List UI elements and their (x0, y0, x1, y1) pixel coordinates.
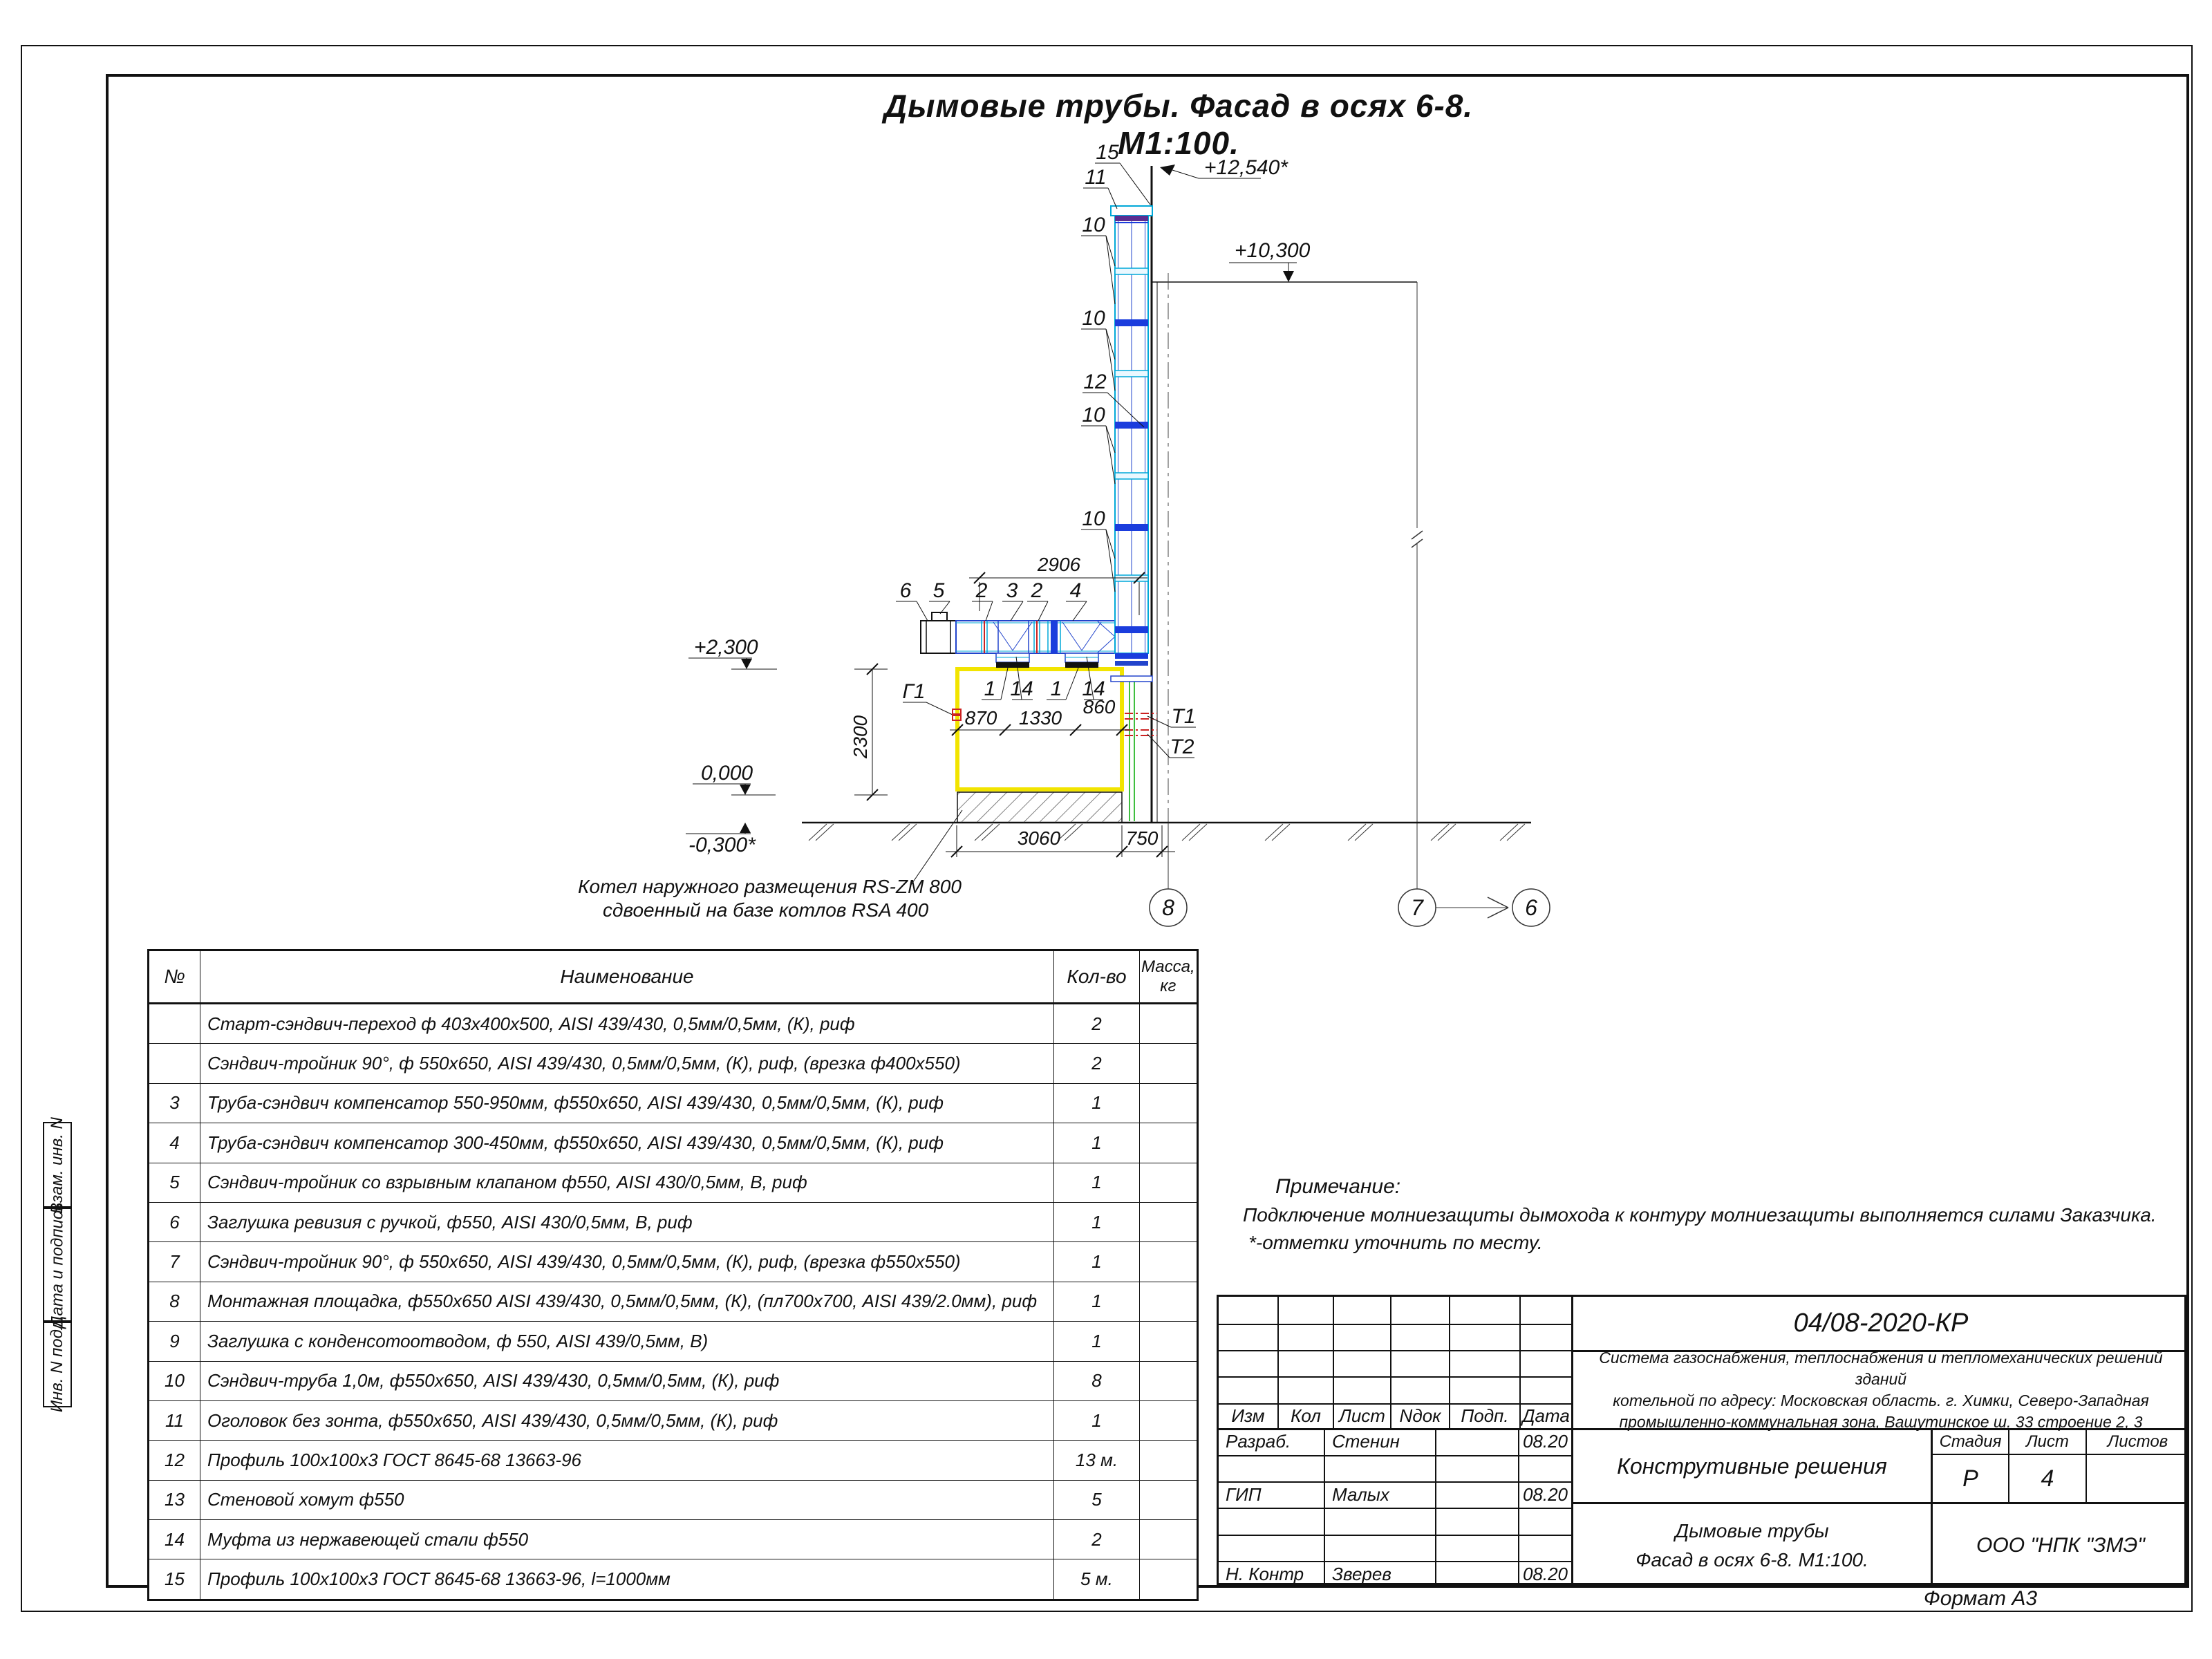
note-title: Примечание: (1275, 1175, 1401, 1198)
part-no: 8 (149, 1282, 200, 1321)
part-no: 4 (149, 1123, 200, 1163)
staff-name: Малых (1332, 1483, 1389, 1505)
page-title: Дымовые трубы. Фасад в осях 6-8. М1:100. (883, 88, 1474, 161)
part-qty: 1 (1054, 1322, 1140, 1361)
parts-row (149, 1242, 1198, 1282)
callout-14a: 14 (1010, 677, 1033, 700)
parts-row (149, 1163, 1198, 1202)
callout-2a: 2 (975, 579, 988, 602)
rev-col-data: Дата (1522, 1405, 1570, 1426)
tag-t1: Т1 (1171, 705, 1196, 728)
parts-row (149, 1044, 1198, 1083)
col-header-mass: Масса, кг (1140, 950, 1198, 1004)
doc-number: 04/08-2020-КР (1793, 1309, 1969, 1338)
part-no: 13 (149, 1480, 200, 1519)
part-name: Заглушка с конденсотоотводом, ф 550, AISI 439/0,5мм, В) (200, 1322, 1054, 1361)
col-header-no: № (149, 950, 200, 1004)
part-mass (1140, 1520, 1198, 1559)
col-header-name: Наименование (200, 950, 1054, 1004)
part-no: 11 (149, 1400, 200, 1440)
part-mass (1140, 1282, 1198, 1321)
dim-duct-length: 2906 (1037, 554, 1081, 575)
rev-col-list: Лист (1339, 1405, 1385, 1426)
part-name: Сэндвич-труба 1,0м, ф550х650, AISI 439/430, 0,5мм/0,5мм, (К), риф (200, 1361, 1054, 1400)
parts-header-row (149, 950, 1198, 1004)
staff-date: 08.20 (1522, 1431, 1568, 1452)
parts-row (149, 1202, 1198, 1241)
rev-col-podp: Подп. (1461, 1405, 1509, 1426)
callout-12: 12 (1083, 371, 1107, 393)
staff-name: Стенин (1332, 1431, 1400, 1452)
tag-t2: Т2 (1170, 735, 1194, 758)
part-no: 15 (149, 1559, 200, 1600)
project-description (1573, 1348, 2188, 1432)
part-mass (1140, 1044, 1198, 1083)
axis-6: 6 (1525, 895, 1537, 920)
drawing-title-line: Дымовые трубы (1675, 1520, 1829, 1541)
part-name: Сэндвич-тройник со взрывным клапаном ф550, AISI 430/0,5мм, В, риф (200, 1163, 1054, 1202)
callout-10c: 10 (1082, 404, 1105, 427)
part-qty: 2 (1054, 1520, 1140, 1559)
parts-row (149, 1520, 1198, 1559)
dim-860: 860 (1082, 696, 1116, 718)
section-title: Конструтивные решения (1617, 1453, 1887, 1479)
callout-11: 11 (1085, 166, 1107, 189)
description-line: котельной по адресу: Московская область. г. Химки, Северо-Западная (1613, 1391, 2149, 1409)
part-no: 6 (149, 1202, 200, 1241)
callout-5: 5 (932, 579, 945, 602)
part-name: Стеновой хомут ф550 (200, 1480, 1054, 1519)
callout-10d: 10 (1082, 507, 1105, 530)
staff-date: 08.20 (1522, 1483, 1568, 1505)
part-mass (1140, 1004, 1198, 1044)
elev-duct: +2,300 (694, 636, 758, 659)
tag-g1: Г1 (902, 680, 926, 703)
part-name: Труба-сэндвич компенсатор 550-950мм, ф550х650, AISI 439/430, 0,5мм/0,5мм, (К), риф (200, 1083, 1054, 1123)
part-qty: 5 (1054, 1480, 1140, 1519)
dim-1330: 1330 (1018, 707, 1062, 729)
sheet-number: 4 (2041, 1465, 2054, 1492)
part-qty: 1 (1054, 1400, 1140, 1440)
part-name: Труба-сэндвич компенсатор 300-450мм, ф550х650, AISI 439/430, 0,5мм/0,5мм, (К), риф (200, 1123, 1054, 1163)
callout-3: 3 (1006, 579, 1018, 602)
drawing-title-cell (1573, 1504, 1931, 1587)
dim-3060: 3060 (1017, 827, 1061, 849)
elev-stack-top: +12,540* (1204, 156, 1288, 179)
duct-callout-leaders (896, 601, 1087, 621)
part-mass (1140, 1242, 1198, 1282)
part-name: Профиль 100х100х3 ГОСТ 8645-68 13663-96 (200, 1441, 1054, 1480)
rev-col-kol: Кол (1291, 1405, 1321, 1426)
note-line: Подключение молниезащиты дымохода к контуру молниезащиты выполняется силами Заказчика. (1243, 1204, 2157, 1226)
elev-ground: -0,300* (688, 834, 756, 856)
side-label: Взам. инв. N (48, 1117, 66, 1214)
callout-6: 6 (899, 579, 912, 602)
part-no (149, 1004, 200, 1044)
part-qty: 5 м. (1054, 1559, 1140, 1600)
part-name: Профиль 100х100х3 ГОСТ 8645-68 13663-96, l=1000мм (200, 1559, 1054, 1600)
part-mass (1140, 1400, 1198, 1440)
callout-1b: 1 (1050, 677, 1062, 700)
part-mass (1140, 1083, 1198, 1123)
parts-specification-table (147, 949, 1199, 1601)
dim-2300: 2300 (850, 715, 871, 759)
callout-1a: 1 (984, 677, 996, 700)
side-label: Инв. N подл. (48, 1315, 67, 1413)
parts-row (149, 1480, 1198, 1519)
side-label: Дата и подпись (48, 1202, 66, 1327)
parts-row (149, 1004, 1198, 1044)
note-line: *-отметки уточнить по месту. (1248, 1232, 1543, 1253)
part-qty: 1 (1054, 1123, 1140, 1163)
caption-leader (911, 810, 962, 885)
part-mass (1140, 1163, 1198, 1202)
stage-header: Стадия (1939, 1432, 2002, 1451)
side-stamp-cell (43, 1315, 72, 1413)
part-qty: 13 м. (1054, 1441, 1140, 1480)
part-mass (1140, 1559, 1198, 1600)
part-qty: 2 (1054, 1044, 1140, 1083)
part-name: Старт-сэндвич-переход ф 403х400х500, AISI 439/430, 0,5мм/0,5мм, (К), риф (200, 1004, 1054, 1044)
description-line: промышленно-коммунальная зона, Вашутинское ш. 33 строение 2, 3 (1619, 1413, 2143, 1432)
sheet-header: Лист (2026, 1432, 2069, 1451)
part-name: Сэндвич-тройник 90°, ф 550х650, AISI 439/430, 0,5мм/0,5мм, (К), риф, (врезка ф550х550) (200, 1242, 1054, 1282)
part-mass (1140, 1361, 1198, 1400)
parts-row (149, 1282, 1198, 1321)
staff-name: Зверев (1332, 1563, 1391, 1584)
part-qty: 1 (1054, 1282, 1140, 1321)
chimney-stack (1111, 206, 1152, 682)
parts-row (149, 1361, 1198, 1400)
sheets-total (2087, 1455, 2188, 1502)
part-qty: 1 (1054, 1242, 1140, 1282)
rev-col-izm: Изм (1231, 1405, 1265, 1426)
part-mass (1140, 1322, 1198, 1361)
callout-14b: 14 (1082, 677, 1105, 700)
title-block (1217, 1295, 2186, 1585)
axis-bubbles (1150, 823, 1550, 926)
building-outline (802, 166, 1531, 889)
part-qty: 8 (1054, 1361, 1140, 1400)
dim-750: 750 (1125, 827, 1159, 849)
part-qty: 2 (1054, 1004, 1140, 1044)
dim-870: 870 (964, 707, 997, 729)
part-no (149, 1044, 200, 1083)
col-header-qty: Кол-во (1054, 950, 1140, 1004)
parts-row (149, 1441, 1198, 1480)
side-stamp-cell (43, 1202, 72, 1327)
boiler-caption-line1: Котел наружного размещения RS-ZM 800 (578, 876, 962, 897)
axis-8: 8 (1162, 895, 1174, 920)
rev-col-ndoc: Nдок (1399, 1405, 1441, 1426)
part-no: 9 (149, 1322, 200, 1361)
boiler-caption-line2: сдвоенный на базе котлов RSA 400 (603, 899, 929, 921)
company-name: ООО "НПК "ЗМЭ" (1976, 1534, 2145, 1557)
part-qty: 1 (1054, 1163, 1140, 1202)
parts-row (149, 1322, 1198, 1361)
part-qty: 1 (1054, 1202, 1140, 1241)
elev-roof: +10,300 (1235, 239, 1311, 262)
utility-lines-green (1130, 682, 1134, 821)
part-name: Оголовок без зонта, ф550х650, AISI 439/430, 0,5мм/0,5мм, (К), риф (200, 1400, 1054, 1440)
part-qty: 1 (1054, 1083, 1140, 1123)
facade-drawing (553, 90, 1659, 954)
staff-role: Н. Контр (1226, 1563, 1304, 1584)
part-no: 10 (149, 1361, 200, 1400)
staff-date: 08.20 (1522, 1563, 1568, 1584)
callout-4: 4 (1069, 579, 1082, 602)
parts-row (149, 1400, 1198, 1440)
drawing-title-line: Фасад в осях 6-8. М1:100. (1635, 1549, 1868, 1571)
sheets-header: Листов (2107, 1432, 2168, 1451)
duct-supports (996, 653, 1098, 668)
part-no: 14 (149, 1520, 200, 1559)
part-mass (1140, 1441, 1198, 1480)
side-stamp-cell (43, 1117, 72, 1214)
description-line: Система газоснабжения, теплоснабжения и тепломеханических решений зданий (1599, 1348, 2163, 1388)
staff-role: ГИП (1226, 1483, 1262, 1505)
axis-7: 7 (1411, 895, 1423, 920)
part-no: 5 (149, 1163, 200, 1202)
part-name: Сэндвич-тройник 90°, ф 550х650, AISI 439/430, 0,5мм/0,5мм, (К), риф, (врезка ф400х550) (200, 1044, 1054, 1083)
part-no: 7 (149, 1242, 200, 1282)
part-name: Муфта из нержавеющей стали ф550 (200, 1520, 1054, 1559)
stage-value: Р (1962, 1465, 1978, 1492)
parts-row (149, 1559, 1198, 1600)
part-mass (1140, 1123, 1198, 1163)
part-no: 12 (149, 1441, 200, 1480)
callout-2b: 2 (1031, 579, 1043, 602)
part-mass (1140, 1202, 1198, 1241)
callout-10a: 10 (1082, 214, 1105, 236)
staff-role: Разраб. (1226, 1431, 1291, 1452)
elev-zero: 0,000 (701, 762, 753, 785)
part-no: 3 (149, 1083, 200, 1123)
format-label: Формат А3 (1923, 1587, 2038, 1610)
callout-15: 15 (1096, 141, 1119, 164)
callout-10b: 10 (1082, 307, 1105, 330)
part-name: Заглушка ревизия с ручкой, ф550, AISI 430/0,5мм, В, риф (200, 1202, 1054, 1241)
part-name: Монтажная площадка, ф550х650 AISI 439/430, 0,5мм/0,5мм, (К), (пл700х700, AISI 439/2.0мм), риф (200, 1282, 1054, 1321)
part-mass (1140, 1480, 1198, 1519)
parts-row (149, 1083, 1198, 1123)
horizontal-duct (921, 612, 1115, 653)
parts-row (149, 1123, 1198, 1163)
